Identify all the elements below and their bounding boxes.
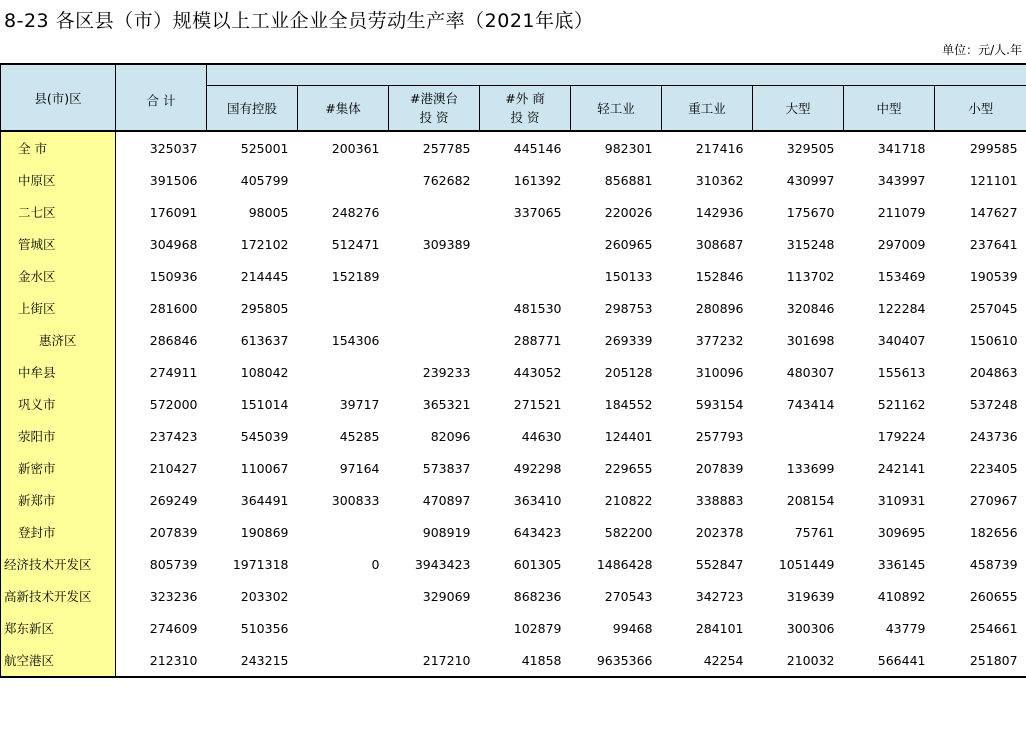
table-cell: 281600: [149, 300, 198, 316]
table-row: [1, 324, 1026, 356]
table-cell: 260655: [969, 588, 1018, 604]
table-cell: 288771: [513, 332, 562, 348]
table-cell: 217416: [695, 140, 744, 156]
table-cell: 270543: [604, 588, 653, 604]
table-cell: 257045: [969, 300, 1018, 316]
table-cell: 161392: [513, 172, 562, 188]
table-cell: 492298: [513, 460, 562, 476]
table-cell: 271521: [513, 396, 562, 412]
header-total: 合 计: [116, 64, 207, 131]
table-cell: 175670: [786, 204, 835, 220]
row-region-name: 中原区: [1, 164, 116, 196]
table-cell: 223405: [969, 460, 1018, 476]
table-body: [1, 131, 1026, 677]
row-region-name: 惠济区: [1, 324, 116, 356]
table-row: [1, 164, 1026, 196]
table-cell: 9635366: [571, 644, 662, 677]
table-cell: 643423: [513, 524, 562, 540]
table-cell: 243736: [969, 428, 1018, 444]
table-cell: 320846: [786, 300, 835, 316]
table-cell: 142936: [695, 204, 744, 220]
table-cell: 573837: [422, 460, 471, 476]
table-cell: 325037: [149, 140, 198, 156]
table-row: [1, 196, 1026, 228]
table-row: [1, 420, 1026, 452]
table-cell: 445146: [513, 140, 562, 156]
column-header-line1: 中型: [876, 100, 902, 116]
table-row: [1, 548, 1026, 580]
table-cell: 582200: [604, 524, 653, 540]
table-cell: 237423: [149, 428, 198, 444]
table-row: [1, 452, 1026, 484]
column-header-line1: 重工业: [688, 100, 726, 116]
column-header: [207, 86, 298, 132]
table-cell: 152189: [331, 268, 380, 284]
table-cell: 341718: [877, 140, 926, 156]
table-cell: 572000: [149, 396, 198, 412]
table-cell: 39717: [339, 396, 380, 412]
table-cell: 868236: [513, 588, 562, 604]
table-cell: 242141: [877, 460, 926, 476]
table-cell: 0: [371, 556, 380, 572]
table-cell: [389, 612, 480, 644]
table-cell: 172102: [240, 236, 289, 252]
table-cell: 1971318: [232, 556, 289, 572]
table-cell: 365321: [422, 396, 471, 412]
table-cell: 364491: [240, 492, 289, 508]
column-header: [298, 86, 389, 132]
table-cell: 284101: [695, 620, 744, 636]
table-cell: 908919: [422, 524, 471, 540]
table-cell: 338883: [695, 492, 744, 508]
table-cell: 154306: [331, 332, 380, 348]
table-cell: 552847: [695, 556, 744, 572]
table-cell: 458739: [969, 556, 1018, 572]
row-region-name: 经济技术开发区: [1, 548, 116, 580]
table-cell: 75761: [794, 524, 835, 540]
table-cell: 210427: [149, 460, 198, 476]
table-cell: 212310: [116, 644, 207, 677]
table-cell: 152846: [695, 268, 744, 284]
row-region-name: 管城区: [1, 228, 116, 260]
table-cell: 342723: [695, 588, 744, 604]
row-region-name: 全 市: [1, 131, 116, 164]
table-cell: 410892: [877, 588, 926, 604]
table-cell: 304968: [149, 236, 198, 252]
table-cell: [298, 516, 389, 548]
table-cell: 99468: [612, 620, 653, 636]
header-band: [207, 64, 1026, 86]
table-cell: 211079: [877, 204, 926, 220]
table-cell: 251807: [935, 644, 1026, 677]
table-cell: [480, 260, 571, 292]
row-region-name: 上街区: [1, 292, 116, 324]
table-cell: [298, 644, 389, 677]
table-cell: 110067: [240, 460, 289, 476]
row-region-name: 中牟县: [1, 356, 116, 388]
table-row: [1, 644, 1026, 677]
table-cell: 343997: [877, 172, 926, 188]
row-region-name: 新密市: [1, 452, 116, 484]
table-cell: 545039: [240, 428, 289, 444]
table-cell: 208154: [786, 492, 835, 508]
column-header: [571, 86, 662, 132]
row-region-name: 航空港区: [1, 644, 116, 677]
table-cell: [298, 164, 389, 196]
table-cell: 150936: [149, 268, 198, 284]
table-cell: 205128: [604, 364, 653, 380]
table-cell: 480307: [786, 364, 835, 380]
table-cell: 203302: [240, 588, 289, 604]
table-cell: 323236: [149, 588, 198, 604]
row-region-name: 巩义市: [1, 388, 116, 420]
table-cell: 470897: [422, 492, 471, 508]
table-cell: 184552: [604, 396, 653, 412]
table-cell: 613637: [240, 332, 289, 348]
table-cell: 430997: [786, 172, 835, 188]
table-cell: 762682: [422, 172, 471, 188]
table-cell: 1486428: [596, 556, 653, 572]
table-cell: [389, 196, 480, 228]
row-region-name: 荥阳市: [1, 420, 116, 452]
table-cell: 315248: [786, 236, 835, 252]
table-cell: 82096: [430, 428, 471, 444]
table-cell: 97164: [339, 460, 380, 476]
table-cell: 363410: [513, 492, 562, 508]
table-cell: 43779: [885, 620, 926, 636]
table-cell: 274911: [149, 364, 198, 380]
table-cell: 108042: [240, 364, 289, 380]
table-cell: 856881: [604, 172, 653, 188]
table-cell: [298, 356, 389, 388]
column-header: [389, 86, 480, 132]
table-cell: 309695: [877, 524, 926, 540]
table-cell: 377232: [695, 332, 744, 348]
table-cell: 150610: [969, 332, 1018, 348]
table-cell: 805739: [149, 556, 198, 572]
table-cell: 286846: [149, 332, 198, 348]
table-cell: [480, 228, 571, 260]
table-row: [1, 260, 1026, 292]
table-row: [1, 516, 1026, 548]
table-cell: 133699: [786, 460, 835, 476]
table-cell: 309389: [422, 236, 471, 252]
table-row: [1, 484, 1026, 516]
table-cell: 269249: [149, 492, 198, 508]
table-cell: 122284: [877, 300, 926, 316]
table-cell: 1051449: [778, 556, 835, 572]
row-region-name: 高新技术开发区: [1, 580, 116, 612]
table-cell: 182656: [969, 524, 1018, 540]
table-cell: 200361: [331, 140, 380, 156]
table-cell: 243215: [207, 644, 298, 677]
productivity-table: [0, 63, 1026, 678]
table-row: [1, 356, 1026, 388]
table-cell: [298, 612, 389, 644]
table-row: [1, 388, 1026, 420]
table-cell: 269339: [604, 332, 653, 348]
table-cell: 150133: [604, 268, 653, 284]
table-cell: 204863: [969, 364, 1018, 380]
table-cell: 280896: [695, 300, 744, 316]
table-cell: 44630: [521, 428, 562, 444]
row-region-name: 新郑市: [1, 484, 116, 516]
table-cell: 525001: [240, 140, 289, 156]
table-cell: 121101: [969, 172, 1018, 188]
column-header-line1: 小型: [968, 100, 994, 116]
row-region-name: 郑东新区: [1, 612, 116, 644]
table-cell: 593154: [695, 396, 744, 412]
column-header: [753, 86, 844, 132]
table-cell: 319639: [786, 588, 835, 604]
table-cell: 239233: [422, 364, 471, 380]
table-cell: 300306: [786, 620, 835, 636]
table-cell: 237641: [969, 236, 1018, 252]
row-region-name: 登封市: [1, 516, 116, 548]
table-cell: 601305: [513, 556, 562, 572]
table-cell: 210822: [604, 492, 653, 508]
table-cell: 257785: [422, 140, 471, 156]
unit-label: 单位：元/人.年: [942, 43, 1022, 57]
column-header-line1: #外 商: [505, 91, 545, 106]
table-cell: 340407: [877, 332, 926, 348]
table-cell: 176091: [149, 204, 198, 220]
table-cell: 270967: [969, 492, 1018, 508]
table-cell: 329069: [422, 588, 471, 604]
table-cell: 298753: [604, 300, 653, 316]
table-cell: [298, 292, 389, 324]
column-header: [844, 86, 935, 132]
table-cell: 308687: [695, 236, 744, 252]
table-cell: 537248: [969, 396, 1018, 412]
table-cell: 405799: [240, 172, 289, 188]
table-cell: 391506: [149, 172, 198, 188]
column-header: [935, 86, 1026, 132]
table-cell: 42254: [662, 644, 753, 677]
table-cell: 155613: [877, 364, 926, 380]
table-cell: 190869: [240, 524, 289, 540]
table-cell: 566441: [844, 644, 935, 677]
column-header-line1: 国有控股: [226, 100, 277, 116]
table-cell: 254661: [969, 620, 1018, 636]
table-cell: 982301: [604, 140, 653, 156]
table-cell: 45285: [339, 428, 380, 444]
table-cell: 310096: [695, 364, 744, 380]
table-cell: 207839: [149, 524, 198, 540]
table-cell: 299585: [969, 140, 1018, 156]
table-row: [1, 228, 1026, 260]
table-cell: 214445: [240, 268, 289, 284]
table-cell: 310362: [695, 172, 744, 188]
table-cell: 443052: [513, 364, 562, 380]
column-header: [480, 86, 571, 132]
table-cell: 3943423: [414, 556, 471, 572]
table-cell: 510356: [240, 620, 289, 636]
table-cell: 220026: [604, 204, 653, 220]
table-cell: 124401: [604, 428, 653, 444]
table-cell: 274609: [149, 620, 198, 636]
column-header-line1: #集体: [325, 100, 361, 116]
table-row: [1, 612, 1026, 644]
table-cell: 217210: [389, 644, 480, 677]
table-cell: 41858: [480, 644, 571, 677]
column-header-line1: 大型: [785, 100, 811, 116]
column-header-line2: 投 资: [419, 110, 449, 125]
table-cell: 329505: [786, 140, 835, 156]
column-header-line1: #港澳台: [410, 91, 458, 106]
table-cell: 310931: [877, 492, 926, 508]
table-cell: 153469: [877, 268, 926, 284]
table-cell: 202378: [695, 524, 744, 540]
column-header-line1: 轻工业: [597, 100, 635, 116]
table-cell: 147627: [969, 204, 1018, 220]
table-cell: 481530: [513, 300, 562, 316]
table-row: [1, 292, 1026, 324]
table-cell: [389, 292, 480, 324]
table-cell: [389, 260, 480, 292]
page-title: 8-23 各区县（市）规模以上工业企业全员劳动生产率（2021年底）: [4, 10, 594, 32]
table-cell: 248276: [331, 204, 380, 220]
table-cell: 300833: [331, 492, 380, 508]
table-cell: 98005: [248, 204, 289, 220]
table-cell: 297009: [877, 236, 926, 252]
table-cell: 179224: [877, 428, 926, 444]
table-cell: 743414: [786, 396, 835, 412]
table-cell: 336145: [877, 556, 926, 572]
table-cell: 151014: [240, 396, 289, 412]
table-cell: 521162: [877, 396, 926, 412]
table-cell: 260965: [604, 236, 653, 252]
row-region-name: 二七区: [1, 196, 116, 228]
table-cell: 229655: [604, 460, 653, 476]
table-cell: 102879: [513, 620, 562, 636]
table-cell: 113702: [786, 268, 835, 284]
header-region: 县(市)区: [1, 64, 116, 131]
column-header: [662, 86, 753, 132]
table-cell: [389, 324, 480, 356]
table-cell: 207839: [695, 460, 744, 476]
table-cell: [298, 580, 389, 612]
table-row: [1, 131, 1026, 164]
table-cell: 210032: [753, 644, 844, 677]
table-cell: 512471: [331, 236, 380, 252]
table-cell: 257793: [695, 428, 744, 444]
table-cell: [753, 420, 844, 452]
row-region-name: 金水区: [1, 260, 116, 292]
column-header-line2: 投 资: [510, 110, 540, 125]
table-cell: 190539: [969, 268, 1018, 284]
table-row: [1, 580, 1026, 612]
table-cell: 301698: [786, 332, 835, 348]
table-cell: 295805: [240, 300, 289, 316]
table-cell: 337065: [513, 204, 562, 220]
